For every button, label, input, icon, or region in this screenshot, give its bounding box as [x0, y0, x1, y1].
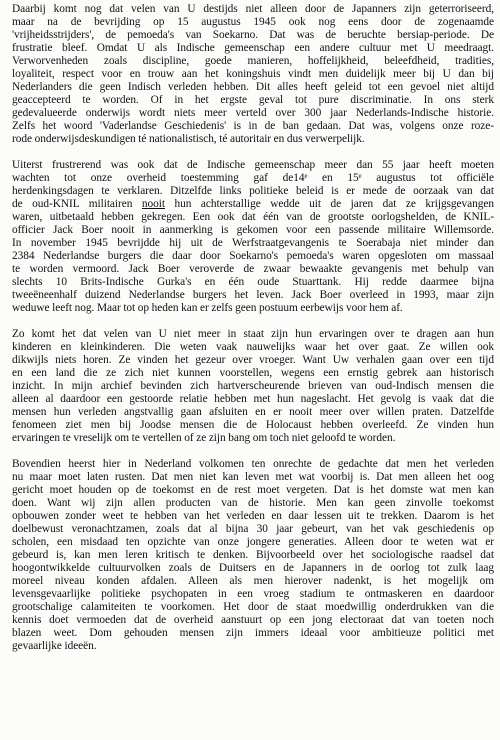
text-line: nu maar moet laten rusten. Dat men niet kan leven met wat voorbij is. Dat men alleen het oog: [12, 471, 494, 483]
text-line: Verworvenheden zoals discipline, goede manieren, hoffelijkheid, beleefdheid, tradities,: [12, 55, 494, 67]
text-line: opbouwen zonder weet te hebben van het verleden en daar lessen uit te trekken. Daarom is het: [12, 510, 494, 522]
text-line: scholen, een misdaad ten opzichte van onze jongere generaties. Alleen door te weten wat er: [12, 536, 494, 548]
paragraph-4: [12, 458, 494, 653]
text-line: doelbewust veronachtzamen, zoals dat al bijna 30 jaar gebeurt, van het vak geschiedenis op: [12, 523, 494, 535]
text-line: waren, uitbetaald hebben gekregen. Een ook dat één van de grootste oorlogshelden, de KNIL-: [12, 211, 494, 223]
text-line: tweeëneenhalf duizend Nederlandse burgers het leven. Jack Boer overleed in 1993, maar zijn: [12, 289, 494, 301]
text-line: kennis doet vermoeden dat de overheid aanstuurt op een jong electoraat dat van toeten noch: [12, 614, 494, 626]
text-line: inzicht. In mijn archief bevinden zich hartverscheurende brieven van oud-Indisch mensen die: [12, 380, 494, 392]
text-line: moreel niveau konden afdalen. Alleen als men hierover nadenkt, is het mogelijk om: [12, 575, 494, 587]
text-line: kinderen en kleinkinderen. Die weten vaak nauwelijks waar het over gaat. Ze willen ook: [12, 341, 494, 353]
text-line: de oud-KNIL militairen nooit hun achterstallige wedde uit de jaren dat ze krijgsgevangen: [12, 198, 494, 210]
text-line: dikwijls niets horen. Ze vinden het gezeur over vroeger. Want Uw verhalen gaan over een tijd: [12, 354, 494, 366]
text-line: grootschalige calamiteiten te voorkomen. Het door de staat moedwillig onderdrukken van die: [12, 601, 494, 613]
text-line: en een land die ze zich niet kunnen voorstellen, wegens een ernstig gebrek aan historisch: [12, 367, 494, 379]
text-line: levensgevaarlijke politieke psychopaten in een vroeg stadium te ontmaskeren en daardoor: [12, 588, 494, 600]
text-line: wachten tot onze overheid toestemming gaf de14ᵉ en 15ᵉ augustus tot officiële: [12, 172, 494, 184]
text-line: gericht moet houden op de toekomst en de rest moet vergeten. Dat is het domste wat men kan: [12, 484, 494, 496]
text-line: slechts 10 Brits-Indische Gurka's en één oude Stuarttank. Hij redde daarmee bijna: [12, 276, 494, 288]
text-line: gevaarlijke ideeën.: [12, 640, 97, 652]
text-line: Nederlanders die geen Indisch verleden hebben. Dit alles heeft geleid tot een gevoel niet altijd: [12, 81, 494, 93]
text-line: gebeurd is, kan men leren kritisch te denken. Bijvoorbeeld over het sociologische raadsel dat: [12, 549, 494, 561]
text-line: doen. Want wij zijn allen producten van de historie. Men kan geen zinvolle toekomst: [12, 497, 494, 509]
paragraph-2: [12, 159, 494, 315]
paragraph-1: [12, 3, 494, 146]
text-line: rode onderwijsdeskundigen té nationalistisch, té autoritair en dus verwerpelijk.: [12, 133, 365, 145]
text-line: weduwe leeft nog. Maar tot op heden kan er zelfs geen postuum eerbewijs voor hem af.: [12, 302, 403, 314]
text-line: officier Jack Boer nooit in aanmerking is gekomen voor een passende militaire Willemsorde.: [12, 224, 494, 236]
text-line: In november 1945 bevrijdde hij uit de Werfstraatgevangenis te Soerabaja niet minder dan: [12, 237, 494, 249]
text-line: fenomeen ziet men bij Joodse mensen die de Holocaust hebben overleefd. Ze vinden hun: [12, 419, 494, 431]
text-line: 'vrijheidsstrijders', de pemoeda's van Soekarno. Dat was de beruchte bersiap-periode. De: [12, 29, 494, 41]
text-line: loyaliteit, respect voor en trouw aan het koningshuis vindt men duidelijk meer bij U dan bij: [12, 68, 494, 80]
text-line: maar na de bevrijding op 15 augustus 1945 ook nog eens door de zogenaamde: [12, 16, 494, 28]
text-line: hoogontwikkelde cultuurvolken zoals de Duitsers en de Japanners in de oorlog tot zulk laag: [12, 562, 494, 574]
text-line: ervaringen te vreselijk om te vertellen of ze zijn bang om toch niet geloofd te worden.: [12, 432, 396, 444]
text-line: Daarbij komt nog dat velen van U destijds niet alleen door de Japanners zijn geterroriseerd,: [12, 3, 494, 15]
text-line: mensen hun verleden angstvallig gaan afsluiten en er nooit meer over willen praten. Datzelfde: [12, 406, 494, 418]
text-line: geaccepteerd te worden. Of in het ergste geval tot pure discriminatie. In ons sterk: [12, 94, 494, 106]
text-line: 2384 Nederlandse burgers die daar door Soekarno's pemoeda's waren opgesloten om massaal: [12, 250, 494, 262]
text-line: Uiterst frustrerend was ook dat de Indische gemeenschap meer dan 55 jaar heeft moeten: [12, 159, 494, 171]
text-line: blazen weet. Dom gehouden mensen zijn immers ideaal voor ambitieuze politici met: [12, 627, 494, 639]
text-line: alleen al daardoor een gestoorde relatie hebben met hun nageslacht. Het gevolg is vaak dat die: [12, 393, 494, 405]
text-line: Bovendien heerst hier in Nederland volkomen ten onrechte de gedachte dat men het verleden: [12, 458, 494, 470]
text-line: frustratie bleef. Omdat U als Indische gemeenschap een andere cultuur met U meedraagt.: [12, 42, 494, 54]
text-line: herdenkingsdagen te verklaren. Ditzelfde links politieke beleid is er mede de oorzaak van dat: [12, 185, 494, 197]
text-line: Zelfs het woord 'Vaderlandse Geschiedenis' is in de ban gedaan. Dat was, volgens onze roze-: [12, 120, 494, 132]
text-line: te worden vermoord. Jack Boer veroverde de zwaar bewaakte gevangenis met behulp van: [12, 263, 494, 275]
text-line: gedevalueerde onderwijs wordt niets meer verteld over 300 jaar Nederlands-Indische historie.: [12, 107, 494, 119]
text-line: Zo komt het dat velen van U niet meer in staat zijn hun ervaringen over te dragen aan hun: [12, 328, 494, 340]
paragraph-3: [12, 328, 494, 445]
